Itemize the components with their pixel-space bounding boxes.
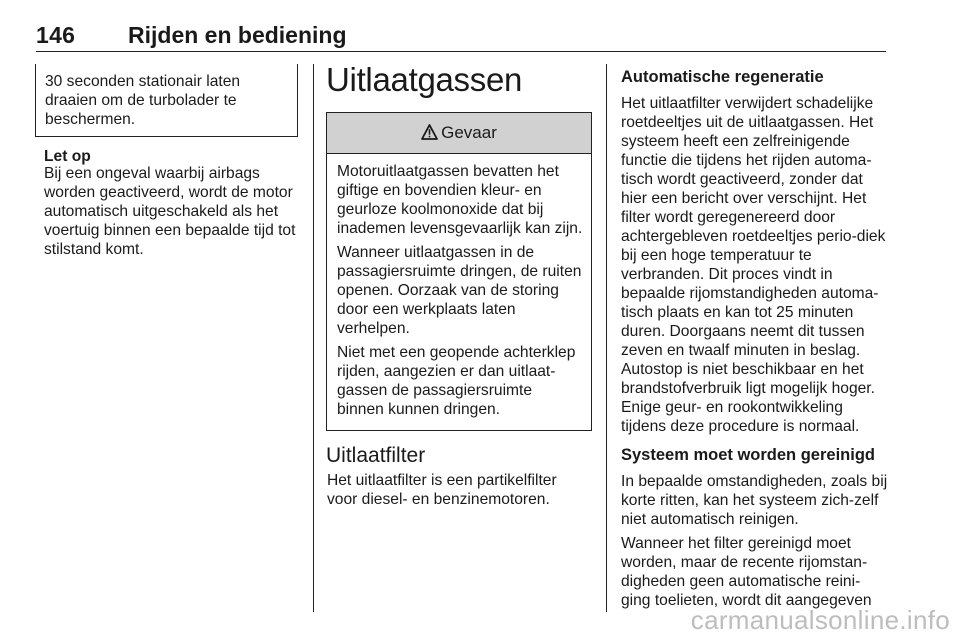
section-title: Rijden en bediening <box>128 22 347 48</box>
danger-box <box>326 112 592 431</box>
header-rule <box>36 51 886 52</box>
watermark: carmanualsonline.info <box>690 605 950 635</box>
page-number: 146 <box>36 22 76 48</box>
column-divider-2 <box>606 64 607 612</box>
heading-system-cleaning: Systeem moet worden gereinigd <box>621 446 875 464</box>
danger-paragraph: Wanneer uitlaatgassen in de passagiersruimte dringen, de ruiten openen. Oorzaak van de storing door een werkplaats laten verhelpen. <box>337 244 582 337</box>
column-3 <box>621 68 889 615</box>
danger-body <box>327 154 591 419</box>
heading-automatic-regeneration: Automatische regeneratie <box>621 68 824 86</box>
continued-box-text: 30 seconden stationair laten draaien om de turbolader te beschermen. <box>45 73 241 128</box>
page-header <box>36 16 886 52</box>
danger-header <box>327 113 591 154</box>
danger-paragraph: Motoruitlaatgassen bevatten het giftige en bovendien kleur- en geurloze koolmonoxide dat bij inademen levensgevaarlijk kan zijn. <box>337 163 583 237</box>
regeneration-paragraph: Het uitlaatfilter verwijdert schadelijke roetdeeltjes uit de uitlaatgassen. Het systeem heeft een zelfreinigende functie die tijdens het rijden automa-tisch wordt geactiveerd, zonder dat hier een bericht over verschijnt. Het filter wordt geregenereerd door achtergebleven roetdeeltjes perio-diek bij een hoge temperatuur te verbranden. Dit proces vindt in bepaalde rijomstandigheden automa-tisch plaats en kan tot 25 minuten duren. Doorgaans neemt dit tussen zeven en twaalf minuten in beslag. Autostop is niet beschikbaar en het brandstofverbruik ligt mogelijk hoger. Enige geur- en rookontwikkeling tijdens deze procedure is normaal. <box>621 95 886 435</box>
column-divider-1 <box>313 64 314 612</box>
subheading-exhaust-filter: Uitlaatfilter <box>326 444 426 467</box>
cleaning-paragraph-2: Wanneer het filter gereinigd moet worden, maar de recente rijomstan-digheden geen automatische reini-ging toelieten, wordt dit aangegeven <box>621 535 872 609</box>
danger-paragraph: Niet met een geopende achterklep rijden, aangezien er dan uitlaat-gassen de passagiersruimte binnen kunnen dringen. <box>337 344 576 418</box>
note-label: Let op <box>44 148 91 165</box>
exhaust-filter-text: Het uitlaatfilter is een partikelfilter voor diesel- en benzinemotoren. <box>327 472 557 508</box>
note-text: Bij een ongeval waarbij airbags worden geactiveerd, wordt de motor automatisch uitgeschakeld als het voertuig binnen een bepaalde tijd tot stilstand komt. <box>44 165 296 258</box>
cleaning-paragraph-1: In bepaalde omstandigheden, zoals bij korte ritten, kan het systeem zich-zelf niet automatisch reinigen. <box>621 473 888 528</box>
danger-label: Gevaar <box>441 123 497 142</box>
warning-triangle-icon <box>421 115 438 155</box>
continued-box <box>35 64 298 137</box>
section-heading-exhaust: Uitlaatgassen <box>326 61 523 98</box>
